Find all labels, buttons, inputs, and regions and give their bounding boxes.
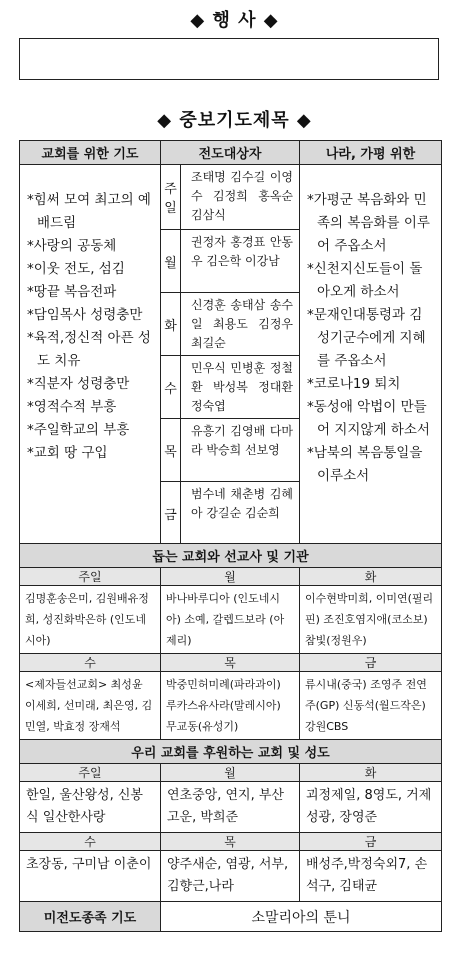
day-label: 화 xyxy=(161,293,181,356)
day-label: 주일 xyxy=(161,165,181,230)
nation-prayer-header: 나라, 가평 위한 xyxy=(300,141,442,165)
support-cell: <제자들선교회> 최성윤 이세희, 선미래, 최은영, 김민열, 박효정 장재석 xyxy=(20,672,161,740)
support-cell: 류시내(중국) 조영주 전연주(GP) 신동석(월드작은) 강원CBS xyxy=(300,672,442,740)
day-label: 목 xyxy=(161,833,300,851)
target-names: 민우식 민병훈 정철환 박성복 정대환 정숙엽 xyxy=(181,356,300,419)
sponsor-cell: 초장동, 구미남 이춘이 xyxy=(20,851,161,902)
day-label: 수 xyxy=(20,654,161,672)
support-title: 돕는 교회와 선교사 및 기관 xyxy=(20,544,442,568)
list-item: *사랑의 공동체 xyxy=(27,238,117,254)
list-item: *힘써 모여 최고의 예배드림 xyxy=(27,192,151,231)
day-label: 수 xyxy=(20,833,161,851)
day-label: 금 xyxy=(161,482,181,545)
target-names: 유흥기 김영배 다마라 박승희 선보영 xyxy=(181,419,300,482)
day-label: 금 xyxy=(300,833,442,851)
sponsor-cell: 배성주,박정숙외7, 손석구, 김태균 xyxy=(300,851,442,902)
list-item: *교회 땅 구입 xyxy=(27,445,108,461)
nation-prayer-list xyxy=(300,165,442,545)
day-label: 월 xyxy=(161,230,181,293)
evangelism-targets-header: 전도대상자 xyxy=(161,141,300,165)
support-cell: 김명훈송은미, 김원배유정희, 성진화박은하 (인도네시아) xyxy=(20,586,161,654)
list-item: *직분자 성령충만 xyxy=(27,376,130,392)
list-item: *주일학교의 부흥 xyxy=(27,422,130,438)
day-label: 월 xyxy=(161,764,300,782)
day-label: 월 xyxy=(161,568,300,586)
day-label: 목 xyxy=(161,419,181,482)
list-item: *신천지신도들이 돌아오게 하소서 xyxy=(307,261,423,300)
sponsors-title: 우리 교회를 후원하는 교회 및 성도 xyxy=(20,740,442,764)
target-names: 신경훈 송태삼 송수일 최용도 김정우 최길순 xyxy=(181,293,300,356)
sponsor-cell: 연초중앙, 연지, 부산고운, 박희준 xyxy=(161,782,300,833)
sponsor-cell: 양주새순, 염광, 서부, 김향근,나라 xyxy=(161,851,300,902)
support-cell: 바나바루디아 (인도네시아) 소예, 갈렙드보라 (아제리) xyxy=(161,586,300,654)
events-box xyxy=(19,38,439,80)
support-cell: 박중민허미례(파라과이) 루카스유사라(말레시아) 무교동(유성기) xyxy=(161,672,300,740)
support-table xyxy=(19,543,442,932)
prayer-table xyxy=(19,140,442,545)
day-label: 수 xyxy=(161,356,181,419)
list-item: *육적,정신적 아픈 성도 치유 xyxy=(27,330,151,369)
target-names: 권정자 홍경표 안동우 김은학 이강남 xyxy=(181,230,300,293)
list-item: *영적수적 부흥 xyxy=(27,399,117,415)
list-item: *담임목사 성령충만 xyxy=(27,307,143,323)
list-item: *코로나19 퇴치 xyxy=(307,376,401,392)
target-names: 범수네 채춘병 김혜아 강길순 김순희 xyxy=(181,482,300,545)
list-item: *문재인대통령과 김성기군수에게 지혜를 주옵소서 xyxy=(307,307,426,369)
church-prayer-list xyxy=(20,165,161,545)
day-label: 금 xyxy=(300,654,442,672)
day-label: 주일 xyxy=(20,764,161,782)
events-title: ◆ 행 사 ◆ xyxy=(190,10,279,31)
mission-label: 미전도종족 기도 xyxy=(20,902,161,932)
support-cell: 이수현박미희, 이미연(필리핀) 조진호염지애(코소보) 참빛(정원우) xyxy=(300,586,442,654)
list-item: *가평군 복음화와 민족의 복음화를 이루어 주옵소서 xyxy=(307,192,430,254)
list-item: *남북의 복음통일을 이루소서 xyxy=(307,445,423,484)
day-label: 화 xyxy=(300,764,442,782)
sponsor-cell: 괴정제일, 8영도, 거제성광, 장영준 xyxy=(300,782,442,833)
prayer-title: ◆ 중보기도제목 ◆ xyxy=(157,110,312,131)
mission-value: 소말리아의 툰니 xyxy=(161,902,442,932)
target-names: 조태명 김수길 이영수 김정희 홍옥순 김삼식 xyxy=(181,165,300,230)
day-label: 목 xyxy=(161,654,300,672)
list-item: *이웃 전도, 섬김 xyxy=(27,261,125,277)
list-item: *동성애 악법이 만들어 지지않게 하소서 xyxy=(307,399,430,438)
day-label: 화 xyxy=(300,568,442,586)
list-item: *땅끝 복음전파 xyxy=(27,284,117,300)
church-prayer-header: 교회를 위한 기도 xyxy=(20,141,161,165)
day-label: 주일 xyxy=(20,568,161,586)
sponsor-cell: 한일, 울산왕성, 신봉식 일산한사랑 xyxy=(20,782,161,833)
